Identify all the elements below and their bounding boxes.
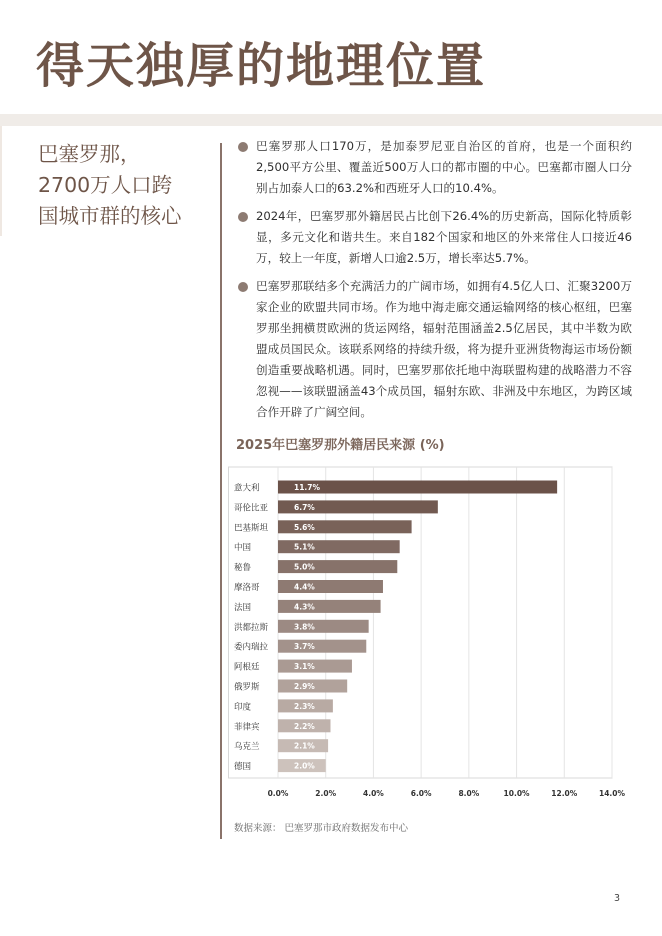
category-label: 洪都拉斯 [234, 622, 269, 633]
tick-label: 14.0% [598, 789, 626, 798]
category-label: 阿根廷 [234, 662, 260, 673]
data-label: 4.4% [294, 582, 315, 592]
left-edge-accent [0, 126, 2, 236]
tick-label: 4.0% [363, 789, 384, 798]
bullet-text: 2024年，巴塞罗那外籍居民占比创下26.4%的历史新高，国际化特质彰显，多元文化和谐共生。来自182个国家和地区的外来常住人口接近46万，较上一年度，新增人口逾2.5万，增长率达5.7%。 [256, 209, 632, 265]
bar [278, 640, 366, 653]
category-label: 印度 [234, 702, 252, 713]
tick-label: 6.0% [410, 789, 432, 798]
tick-label: 2.0% [315, 789, 337, 798]
category-label: 德国 [234, 762, 252, 773]
bar [278, 620, 369, 633]
bullet-dot-icon [238, 282, 248, 292]
category-label: 乌克兰 [234, 742, 260, 753]
bullet-text: 巴塞罗那人口170万，是加泰罗尼亚自治区的首府，也是一个面积约2,500平方公里、覆盖近500万人口的都市圈的中心。巴塞都市圈人口分别占加泰人口的63.2%和西班牙人口的10.4%。 [256, 139, 632, 195]
data-label: 2.3% [294, 701, 315, 711]
bullet-dot-icon [238, 142, 248, 152]
data-label: 3.8% [294, 622, 315, 632]
data-label: 2.9% [294, 682, 315, 691]
category-label: 摩洛哥 [234, 583, 260, 593]
data-label: 11.7% [294, 483, 321, 492]
tick-label: 0.0% [267, 789, 289, 798]
tick-label: 10.0% [503, 789, 530, 798]
category-label: 法国 [234, 602, 252, 613]
category-label: 委内瑞拉 [234, 642, 269, 653]
bullet-text: 巴塞罗那联结多个充满活力的广阔市场，如拥有4.5亿人口、汇聚3200万家企业的欧盟共同市场。作为地中海走廊交通运输网络的核心枢纽，巴塞罗那坐拥横贯欧洲的货运网络，辐射范围涵盖2.5亿居民，其中半数为欧盟成员国民众。该联系网络的持续升级，将为提升亚洲货物海运市场份额创造重要战略机遇。同时，巴塞罗那依托地中海联盟构建的战略潜力不容忽视——该联盟涵盖43个成员国，辐射东欧、非洲及中东地区，为跨区域合作开辟了广阔空间。 [256, 279, 632, 419]
vertical-divider [220, 143, 222, 839]
bullet-item [236, 276, 632, 423]
data-label: 2.2% [294, 721, 315, 731]
chart-title: 2025年巴塞罗那外籍居民来源 (%) [236, 438, 445, 453]
bar-chart [228, 465, 632, 805]
bullet-item [236, 136, 632, 199]
data-label: 5.0% [294, 562, 315, 572]
category-label: 俄罗斯 [234, 682, 260, 693]
section-heading-line-3: 国城市群的核心 [38, 204, 182, 228]
section-heading [38, 139, 208, 232]
category-label: 秘鲁 [234, 563, 252, 574]
page-title: 得天独厚的地理位置 [36, 38, 487, 94]
bar [278, 660, 352, 673]
category-label: 意大利 [234, 483, 260, 494]
data-label: 2.1% [294, 741, 315, 751]
tick-label: 12.0% [551, 789, 578, 798]
data-label: 3.1% [294, 662, 315, 672]
bullet-item [236, 206, 632, 269]
section-heading-line-2: 2700万人口跨 [38, 173, 173, 197]
category-label: 哥伦比亚 [234, 503, 269, 514]
bullet-list [236, 136, 632, 430]
data-label: 3.7% [294, 642, 315, 652]
section-heading-line-1: 巴塞罗那， [38, 142, 141, 166]
header-divider [0, 114, 662, 126]
bullet-dot-icon [238, 212, 248, 222]
data-source: 数据来源： 巴塞罗那市政府数据发布中心 [234, 823, 409, 834]
category-label: 中国 [234, 543, 252, 554]
data-label: 5.1% [294, 542, 315, 552]
data-label: 5.6% [294, 522, 315, 532]
data-label: 6.7% [294, 502, 315, 512]
data-label: 4.3% [294, 602, 315, 612]
category-label: 菲律宾 [234, 722, 260, 733]
tick-label: 8.0% [458, 789, 480, 798]
data-label: 2.0% [294, 761, 315, 771]
category-label: 巴基斯坦 [234, 523, 269, 534]
page-number: 3 [614, 893, 621, 904]
